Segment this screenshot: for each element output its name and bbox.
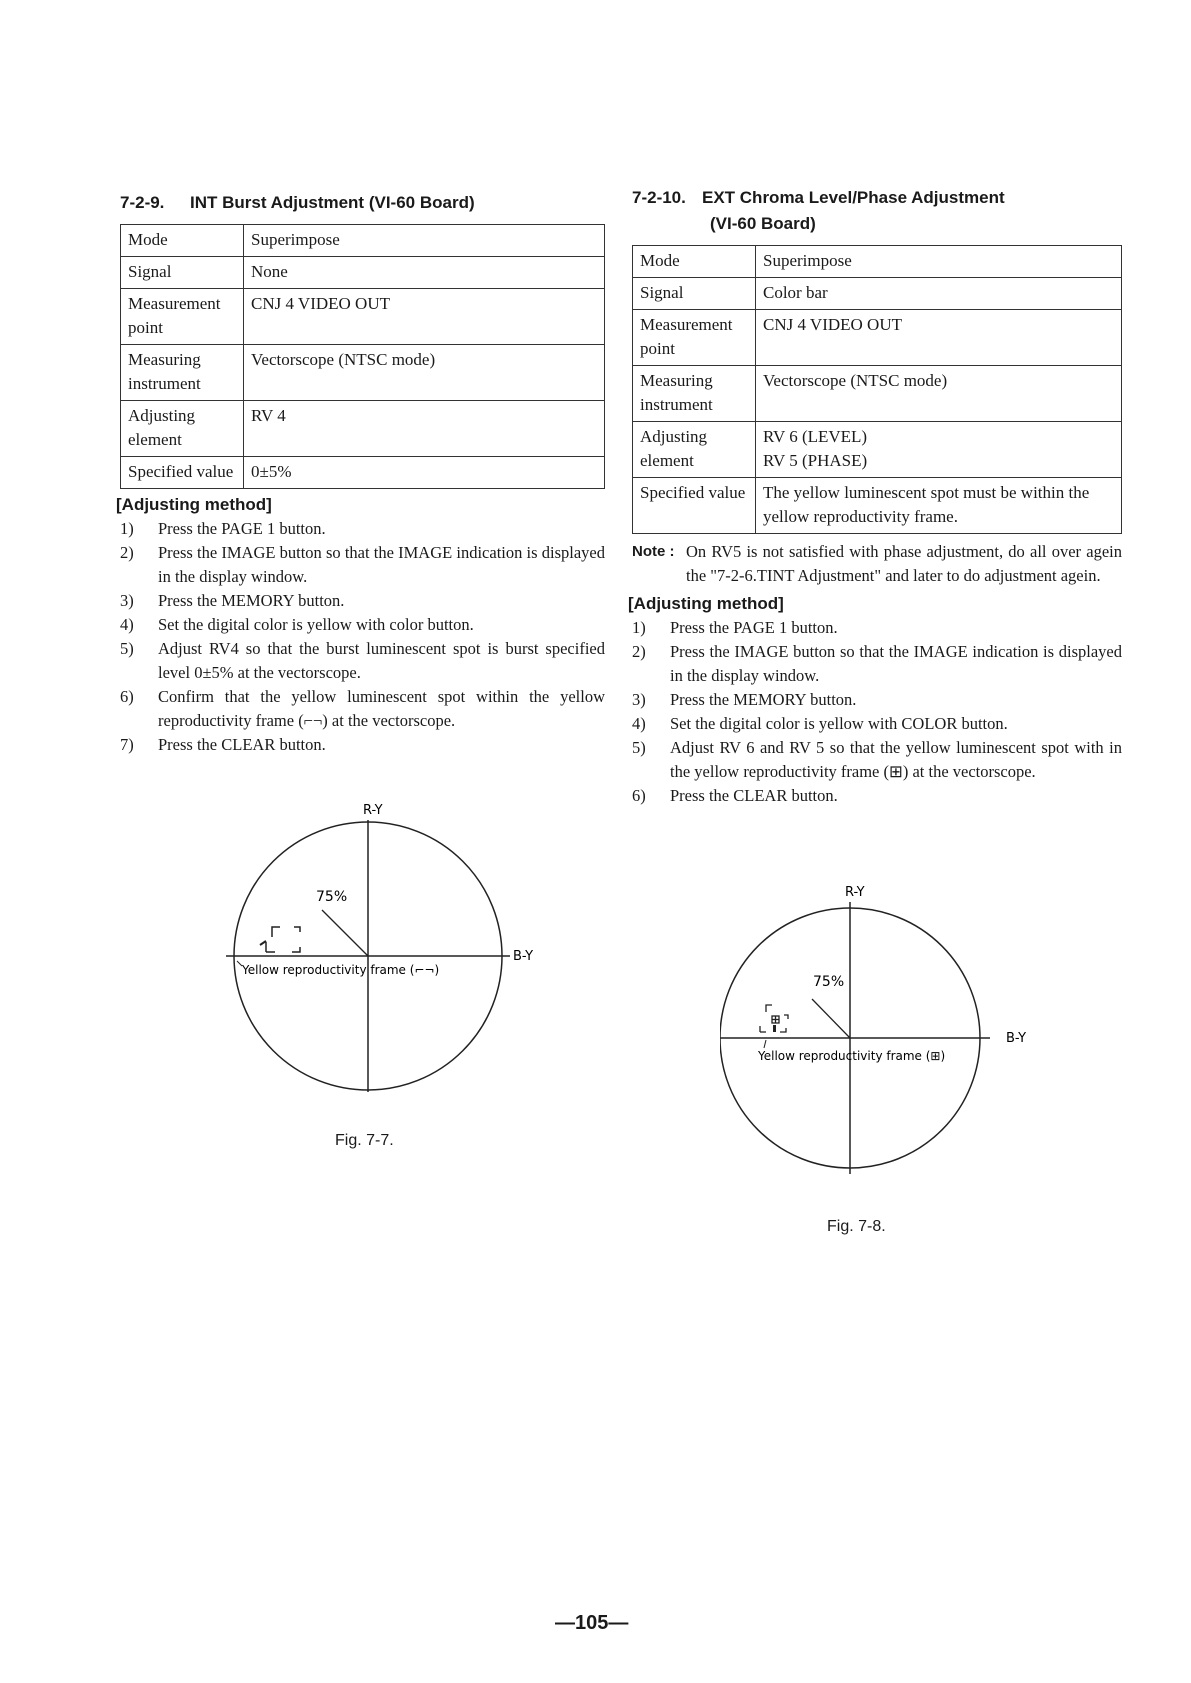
section-heading [632, 185, 1122, 237]
table-row: Measuring instrument Vectorscope (NTSC mode) [633, 366, 1122, 422]
list-item: 5) Adjust RV 6 and RV 5 so that the yellow luminescent spot with in the yellow reproductivity frame (⊞) at the vectorscope. [632, 738, 1122, 781]
step-list [632, 616, 1122, 808]
note-text: On RV5 is not satisfied with phase adjustment, do all over agein the "7-2-6.TINT Adjustment" and later to do adjustment agein. [686, 542, 1122, 585]
list-item: 5) Adjust RV4 so that the burst luminescent spot is burst specified level 0±5% at the vectorscope. [120, 639, 605, 682]
section-title: INT Burst Adjustment (VI-60 Board) [190, 193, 475, 212]
list-item: 2) Press the IMAGE button so that the IMAGE indication is displayed in the display window. [632, 642, 1122, 685]
ry-axis-label: R-Y [845, 885, 865, 900]
list-item: 4) Set the digital color is yellow with color button. [120, 615, 474, 634]
yellow-spot [260, 941, 266, 945]
list-item: 7) Press the CLEAR button. [120, 735, 326, 754]
figure-caption: Fig. 7-7. [335, 1132, 394, 1149]
table-row: Signal None [121, 257, 605, 289]
table-row: Adjusting element RV 4 [121, 401, 605, 457]
spec-table [120, 224, 605, 489]
section-heading [120, 190, 605, 216]
spec-table [632, 245, 1122, 534]
vectorscope-figure-7-8 [720, 882, 1050, 1187]
table-row: Signal Color bar [633, 278, 1122, 310]
yellow-vector-line [812, 999, 850, 1038]
step-list [120, 517, 605, 757]
by-axis-label: B-Y [1006, 1031, 1027, 1046]
list-item: 6) Confirm that the yellow luminescent spot within the yellow reproductivity frame (⌐¬) at the vectorscope. [120, 687, 605, 730]
list-item: 2) Press the IMAGE button so that the IMAGE indication is displayed in the display window. [120, 543, 605, 586]
table-row: Specified value The yellow luminescent spot must be within the yellow reproductivity frame. [633, 478, 1122, 534]
method-heading: [Adjusting method] [628, 594, 784, 613]
table-row: Adjusting element RV 6 (LEVEL) RV 5 (PHASE) [633, 422, 1122, 478]
ry-axis-label: R-Y [363, 803, 383, 818]
table-row: Measuring instrument Vectorscope (NTSC mode) [121, 345, 605, 401]
yellow-vector-line [322, 910, 368, 956]
leader-line [764, 1040, 766, 1048]
frame-label: Yellow reproductivity frame (⊞) [758, 1049, 946, 1063]
table-row: Measurement point CNJ 4 VIDEO OUT [633, 310, 1122, 366]
table-row: Mode Superimpose [633, 246, 1122, 278]
list-item: 6) Press the CLEAR button. [632, 786, 838, 805]
section-title: EXT Chroma Level/Phase Adjustment [702, 188, 1005, 207]
yellow-spot [773, 1025, 776, 1032]
table-row: Measurement point CNJ 4 VIDEO OUT [121, 289, 605, 345]
vectorscope-diagram [720, 882, 1050, 1182]
note-label: Note : [632, 543, 675, 560]
percent-label: 75% [316, 889, 348, 905]
note [632, 540, 1122, 588]
section-number: 7-2-10. [632, 188, 686, 207]
section-number: 7-2-9. [120, 193, 165, 212]
page-number: —105— [555, 1612, 629, 1634]
by-axis-label: B-Y [513, 949, 534, 964]
vectorscope-diagram [220, 800, 550, 1100]
frame-label: Yellow reproductivity frame (⌐¬) [242, 963, 440, 977]
vectorscope-figure-7-7 [220, 800, 550, 1105]
method-heading: [Adjusting method] [116, 495, 272, 514]
table-row: Specified value 0±5% [121, 457, 605, 489]
yellow-frame-icon [266, 927, 300, 952]
list-item: 3) Press the MEMORY button. [120, 591, 345, 610]
section-7-2-9 [116, 190, 605, 757]
list-item: 3) Press the MEMORY button. [632, 690, 857, 709]
list-item: 1) Press the PAGE 1 button. [632, 618, 838, 637]
list-item: 1) Press the PAGE 1 button. [120, 519, 326, 538]
figure-caption: Fig. 7-8. [827, 1218, 886, 1235]
section-title-cont: (VI-60 Board) [710, 214, 816, 233]
list-item: 4) Set the digital color is yellow with COLOR button. [632, 714, 1008, 733]
percent-label: 75% [813, 974, 845, 990]
section-7-2-10 [628, 185, 1122, 808]
table-row: Mode Superimpose [121, 225, 605, 257]
